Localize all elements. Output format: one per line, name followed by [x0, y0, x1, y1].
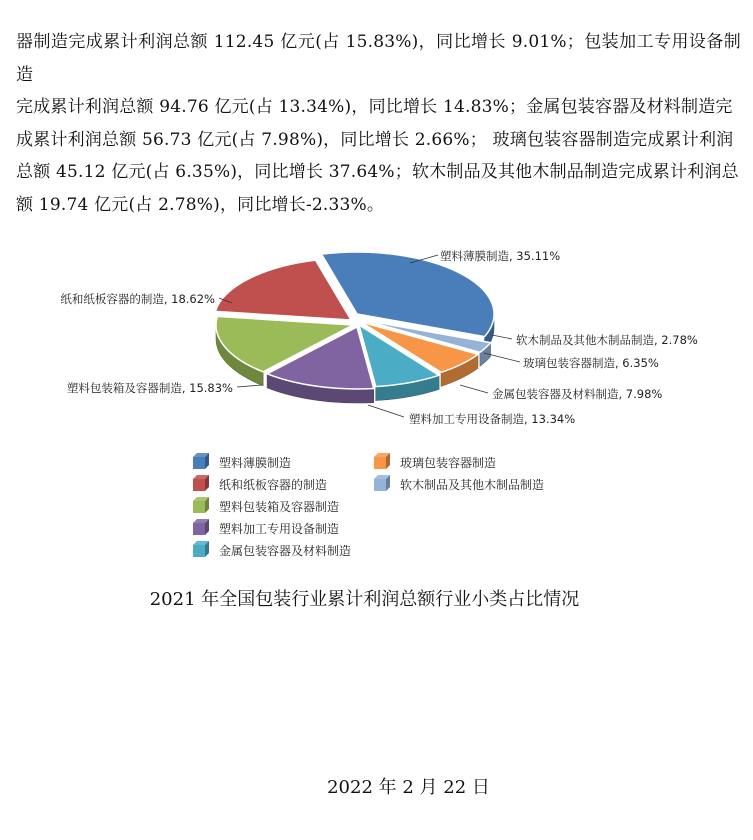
paragraph-line: 器制造完成累计利润总额 112.45 亿元(占 15.83%)，同比增长 9.01%；包装加工专用设备制造	[16, 32, 741, 85]
legend-label: 塑料包装箱及容器制造	[219, 500, 340, 514]
leader-line	[492, 335, 512, 339]
leader-line	[460, 385, 488, 393]
legend-swatch	[193, 479, 205, 491]
slice-data-label: 纸和纸板容器的制造, 18.62%	[60, 292, 215, 306]
slice-data-label: 塑料加工专用设备制造, 13.34%	[409, 412, 576, 426]
legend-swatch	[193, 501, 205, 513]
legend-swatch	[374, 479, 386, 491]
legend-label: 塑料薄膜制造	[219, 456, 292, 470]
pie-chart	[0, 225, 753, 585]
slice-data-label: 塑料包装箱及容器制造, 15.83%	[66, 381, 233, 395]
leader-line	[237, 385, 262, 387]
chart-caption: 2021 年全国包装行业累计利润总额行业小类占比情况	[149, 589, 580, 610]
paragraph-line: 完成累计利润总额 94.76 亿元(占 13.34%)，同比增长 14.83%；金属包装容器及材料制造完	[16, 97, 733, 117]
body-paragraph	[16, 26, 741, 221]
legend-label: 金属包装容器及材料制造	[219, 544, 352, 558]
pie-tops	[215, 252, 494, 389]
legend-label: 玻璃包装容器制造	[400, 456, 497, 470]
paragraph-line: 总额 45.12 亿元(占 6.35%)，同比增长 37.64%；软木制品及其他木制品制造完成累计利润总	[16, 162, 739, 182]
slice-data-label: 软木制品及其他木制品制造, 2.78%	[516, 333, 698, 347]
leader-line	[368, 405, 404, 417]
legend-label: 塑料加工专用设备制造	[219, 522, 340, 536]
document-date: 2022 年 2 月 22 日	[327, 777, 490, 798]
legend-swatch	[193, 457, 205, 469]
slice-data-label: 塑料薄膜制造, 35.11%	[440, 249, 561, 263]
legend-swatch	[193, 523, 205, 535]
paragraph-line: 成累计利润总额 56.73 亿元(占 7.98%)，同比增长 2.66%； 玻璃包装容器制造完成累计利润	[16, 129, 734, 150]
legend-label: 软木制品及其他木制品制造	[400, 478, 545, 492]
legend-label: 纸和纸板容器的制造	[219, 478, 328, 492]
slice-data-label: 金属包装容器及材料制造, 7.98%	[492, 387, 663, 401]
slice-data-label: 玻璃包装容器制造, 6.35%	[523, 356, 659, 370]
paragraph-line: 额 19.74 亿元(占 2.78%)，同比增长-2.33%。	[16, 194, 385, 215]
chart-legend	[193, 453, 544, 558]
legend-swatch	[374, 457, 386, 469]
legend-swatch	[193, 545, 205, 557]
